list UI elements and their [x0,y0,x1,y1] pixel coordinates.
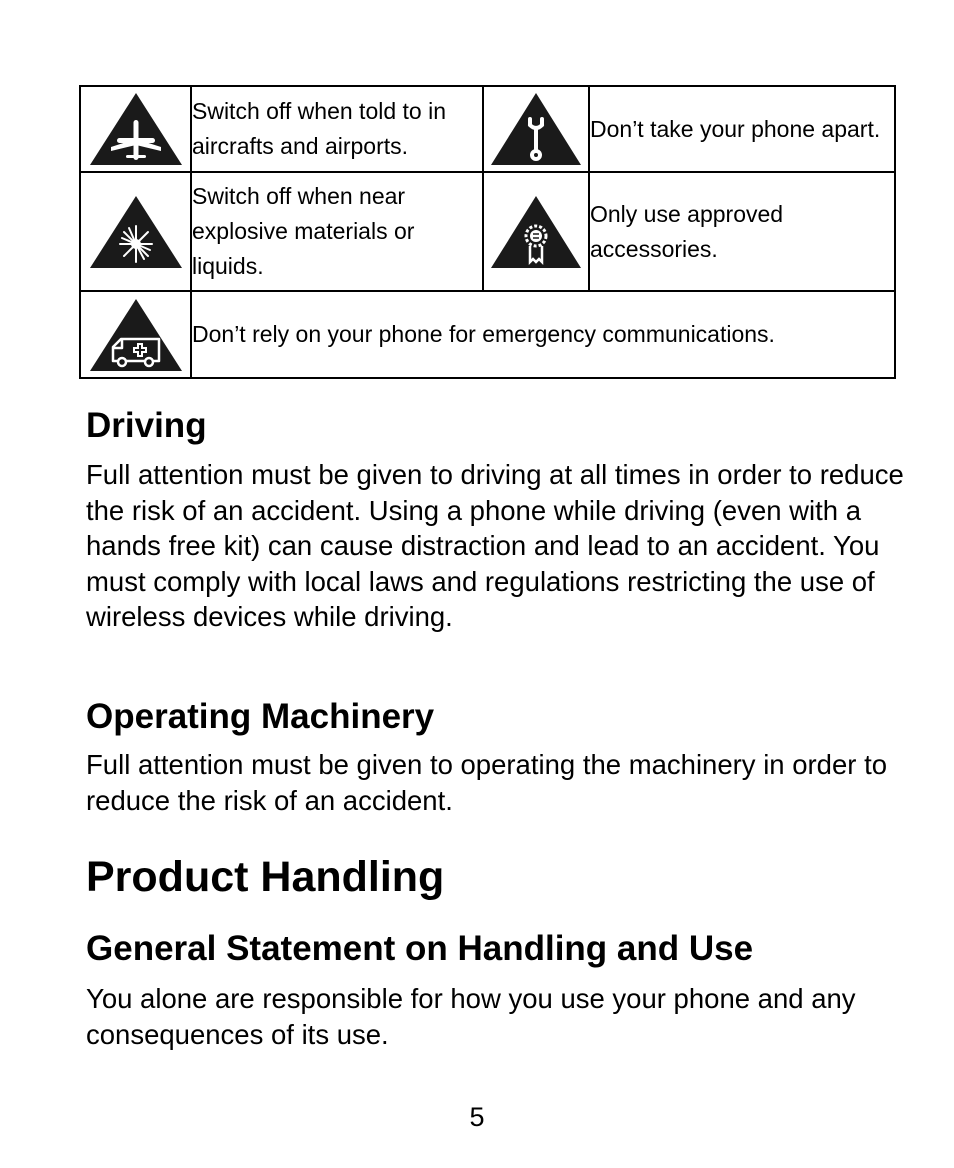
icon-cell [80,86,191,172]
airplane-warning-icon [87,89,185,169]
safety-text-accessories: Only use approved accessories. [589,172,895,291]
approved-accessory-warning-icon [488,192,584,272]
safety-text-disassemble: Don’t take your phone apart. [589,86,895,172]
product-handling-title: Product Handling [86,853,445,901]
table-row [80,86,895,172]
driving-heading: Driving [86,406,207,445]
safety-text-explosive: Switch off when near explosive materials or liquids. [191,172,483,291]
table-row [80,172,895,291]
safety-text-emergency: Don’t rely on your phone for emergency communications. [191,291,895,378]
safety-text-aircraft: Switch off when told to in aircrafts and airports. [191,86,483,172]
machinery-paragraph: Full attention must be given to operating the machinery in order to reduce the risk of an accident. [86,749,888,816]
driving-paragraph: Full attention must be given to driving at all times in order to reduce the risk of an accident. Using a phone while driving (even with a hands free kit) can cause distraction and lead to an accident. You must comply with local laws and regulations restricting the use of wireless devices while driving. [86,459,904,632]
explosion-warning-icon [87,192,185,272]
page-number: 5 [469,1102,485,1132]
icon-cell [80,172,191,291]
machinery-heading: Operating Machinery [86,697,435,736]
general-statement-paragraph: You alone are responsible for how you use your phone and any consequences of its use. [86,983,856,1050]
table-row [80,291,895,378]
icon-cell [80,291,191,378]
icon-cell [483,86,589,172]
wrench-warning-icon [488,89,584,169]
safety-icons-table [79,85,896,379]
ambulance-warning-icon [87,295,185,375]
general-statement-heading: General Statement on Handling and Use [86,929,754,968]
icon-cell [483,172,589,291]
